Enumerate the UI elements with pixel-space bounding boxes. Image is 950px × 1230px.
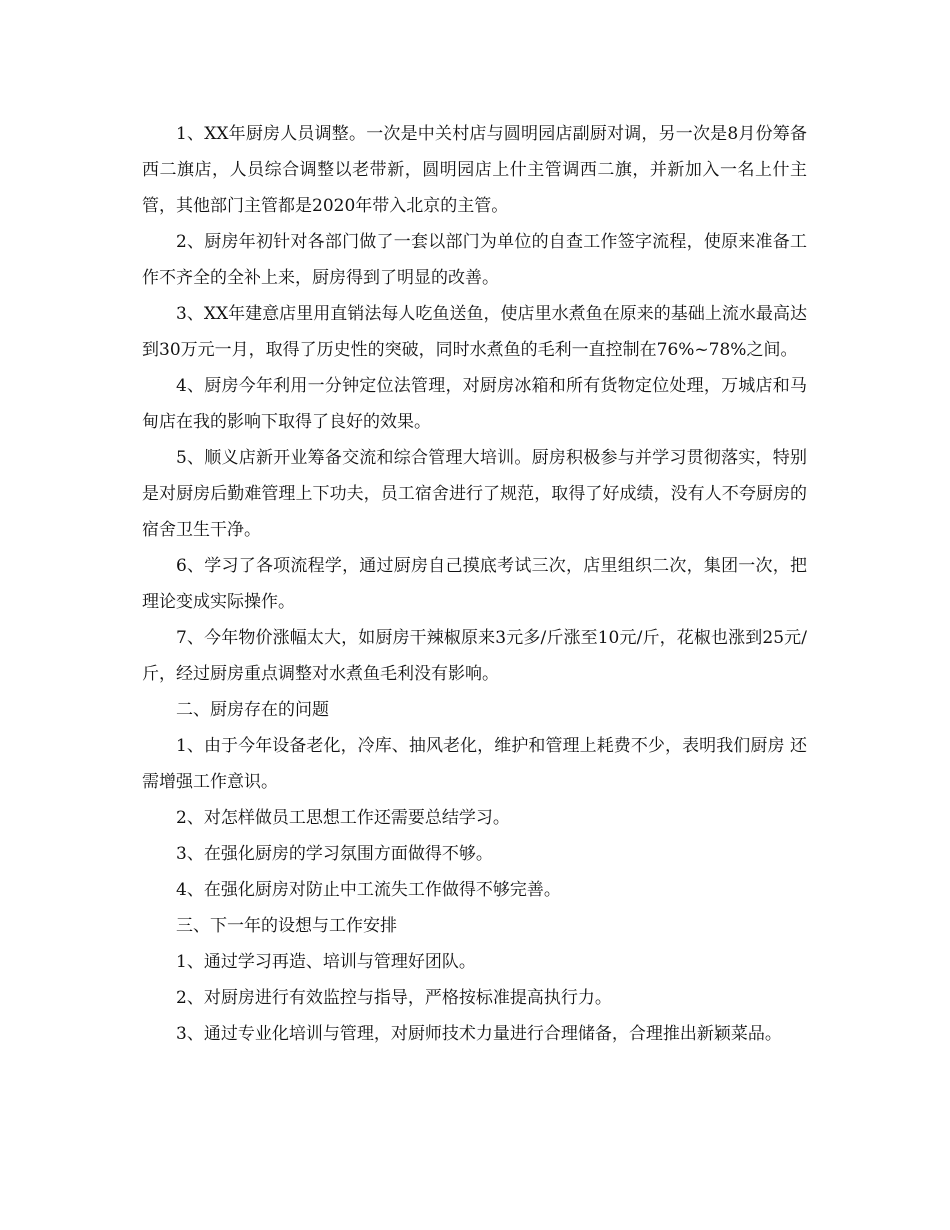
paragraph-learning-atmosphere: 3、在强化厨房的学习氛围方面做得不够。 — [176, 844, 493, 864]
paragraph-staff-turnover: 4、在强化厨房对防止中工流失工作做得不够完善。 — [176, 880, 561, 900]
paragraph-shunyi-training: 5、顺义店新开业筹备交流和综合管理大培训。厨房积极参与并学习贯彻落实，特别是对厨房后勤难管理上下功夫，员工宿舍进行了规范，取得了好成绩，没有人不夸厨房的宿舍卫生干净。 — [142, 448, 807, 540]
paragraph-fish-sales: 3、XX年建意店里用直销法每人吃鱼送鱼，使店里水煮鱼在原来的基础上流水最高达到30万元一月，取得了历史性的突破，同时水煮鱼的毛利一直控制在76%~78%之间。 — [142, 304, 807, 360]
paragraph-positioning-management: 4、厨房今年利用一分钟定位法管理，对厨房冰箱和所有货物定位处理，万城店和马甸店在我的影响下取得了良好的效果。 — [142, 376, 807, 432]
paragraph-staff-thinking: 2、对怎样做员工思想工作还需要总结学习。 — [176, 808, 510, 828]
paragraph-self-check-process: 2、厨房年初针对各部门做了一套以部门为单位的自查工作签字流程，使原来准备工作不齐全的全补上来，厨房得到了明显的改善。 — [142, 232, 807, 288]
paragraph-monitoring: 2、对厨房进行有效监控与指导，严格按标准提高执行力。 — [176, 988, 612, 1008]
paragraph-kitchen-staff-adjustment: 1、XX年厨房人员调整。一次是中关村店与圆明园店副厨对调，另一次是8月份筹备西二旗店，人员综合调整以老带新，圆明园店上什主管调西二旗，并新加入一名上什主管，其他部门主管都是2020年带入北京的主管。 — [142, 124, 807, 216]
paragraph-process-study: 6、学习了各项流程学，通过厨房自己摸底考试三次，店里组织二次，集团一次，把理论变成实际操作。 — [142, 556, 807, 612]
paragraph-team-management: 1、通过学习再造、培训与管理好团队。 — [176, 952, 476, 972]
paragraph-equipment-aging: 1、由于今年设备老化，冷库、抽风老化，维护和管理上耗费不少，表明我们厨房 还需增强工作意识。 — [142, 736, 807, 792]
paragraph-price-increase: 7、今年物价涨幅太大，如厨房干辣椒原来3元多/斤涨至10元/斤，花椒也涨到25元/斤，经过厨房重点调整对水煮鱼毛利没有影响。 — [142, 628, 807, 684]
document-body — [142, 116, 807, 1052]
section-heading-problems: 二、厨房存在的问题 — [176, 700, 329, 720]
section-heading-next-year: 三、下一年的设想与工作安排 — [176, 916, 397, 936]
paragraph-professional-training: 3、通过专业化培训与管理，对厨师技术力量进行合理储备，合理推出新颖菜品。 — [176, 1024, 782, 1044]
